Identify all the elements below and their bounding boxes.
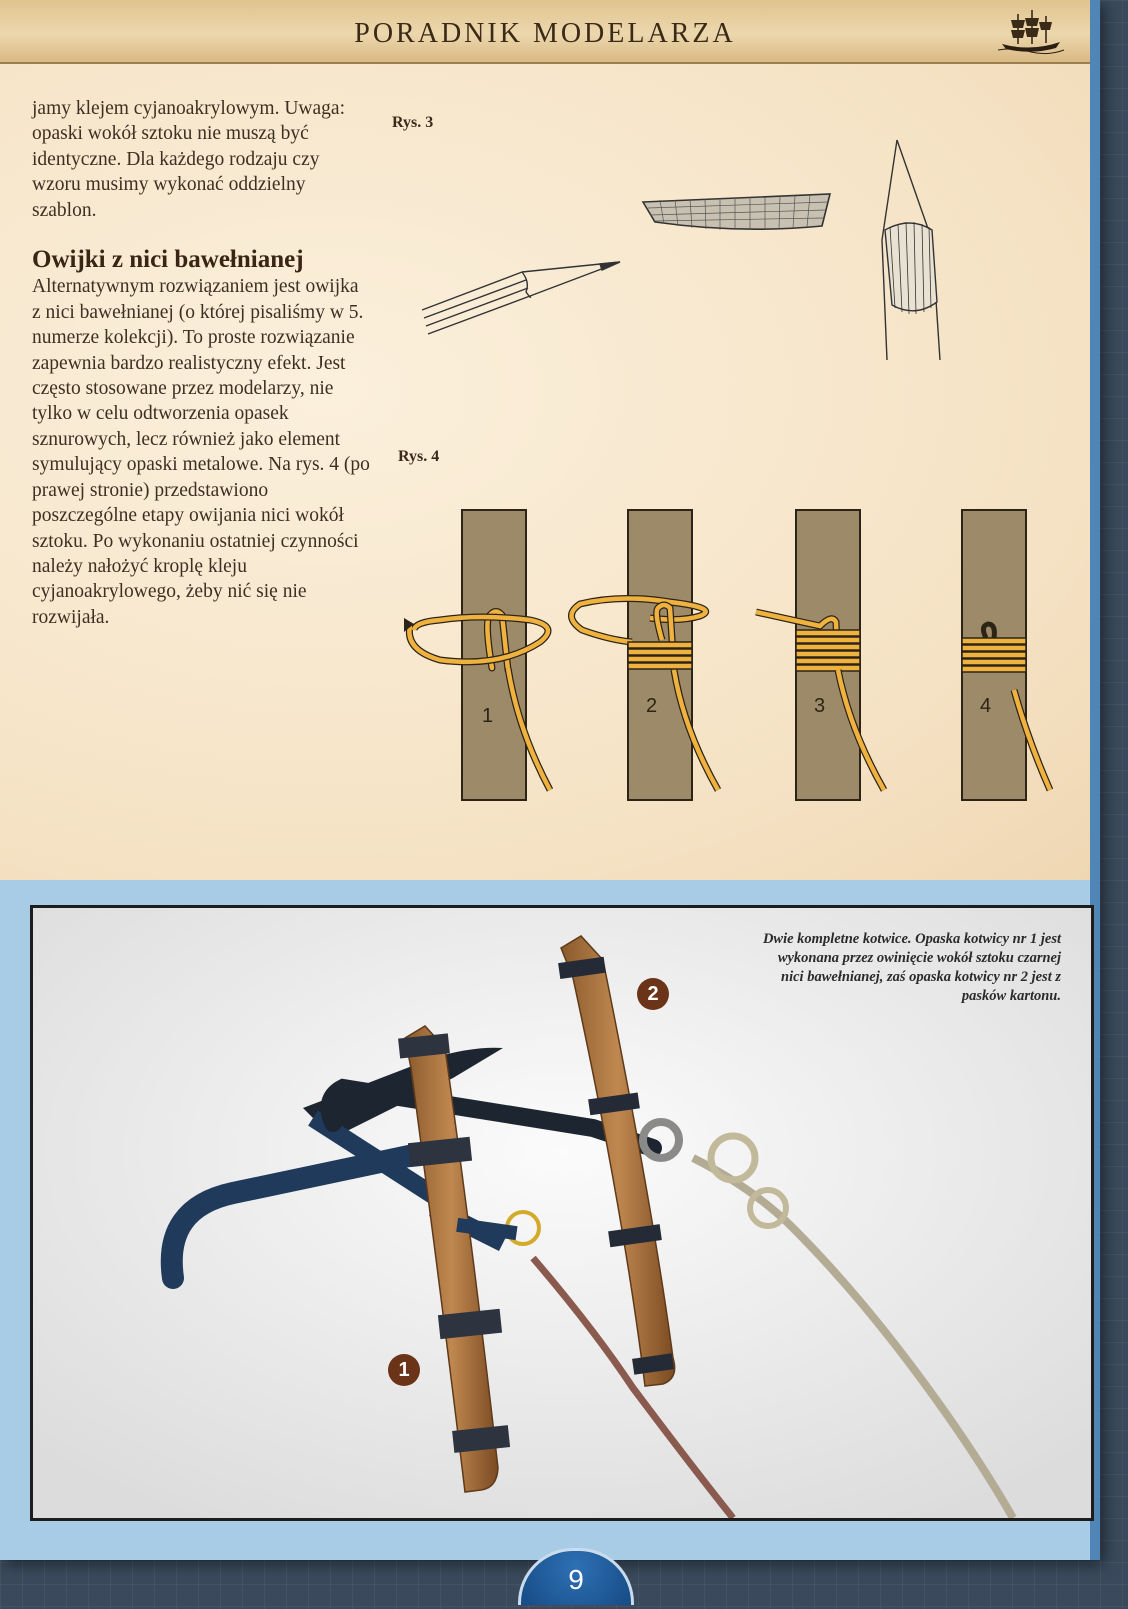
body-text-column [32, 96, 372, 630]
section-heading: Owijki z nici bawełnianej [32, 246, 304, 274]
anchor-2-badge: 2 [637, 978, 669, 1010]
wrap-step-4-number: 4 [980, 695, 992, 717]
wrap-step-1 [404, 510, 550, 800]
figure-3-label: Rys. 3 [392, 114, 434, 131]
figure-4-drawing [400, 490, 1090, 810]
body-paragraph-1: jamy klejem cyjanoakrylowym. Uwaga: opaski wokół sztoku nie muszą być identyczne. Dla każdego rodzaju czy wzoru musimy wykonać oddzielny szablon. [32, 98, 345, 221]
wrap-step-2 [571, 510, 718, 800]
figure-3-drawing [410, 130, 970, 380]
page-header [0, 0, 1090, 64]
figure-4-label: Rys. 4 [398, 448, 440, 465]
photo-caption: Dwie kompletne kotwice. Opaska kotwicy nr 1 jest wykonana przez owinięcie wokół sztoku czarnej nici bawełnianej, zaś opaska kotwicy nr 2 jest z pasków kartonu. [762, 931, 1061, 1004]
anchor-photo [30, 905, 1094, 1521]
wrap-step-2-number: 2 [646, 695, 658, 717]
wrapped-stock-illustration [882, 140, 940, 360]
pencil-illustration [422, 262, 620, 334]
wrap-step-1-number: 1 [482, 705, 494, 727]
anchor-1-badge: 1 [388, 1354, 420, 1386]
paper-band-template [643, 194, 830, 230]
wrap-step-4 [962, 510, 1050, 800]
wrap-step-3-number: 3 [814, 695, 826, 717]
header-title: PORADNIK MODELARZA [354, 18, 736, 49]
body-paragraph-2: Alternatywnym rozwiązaniem jest owijka z nici bawełnianej (o której pisaliśmy w 5. numerze kolekcji). To proste rozwiązanie zapewnia bardzo realistyczny efekt. Jest często stosowane przez modelarzy, nie tylko w celu odtworzenia opasek sznurowych, lecz również jako element symulujący opaski metalowe. Na rys. 4 (po prawej stronie) przedstawiono poszczególne etapy owijania nici wokół sztoku. Po wykonaniu ostatniej czynności należy nałożyć kroplę kleju cyjanoakrylowego, żeby nić się nie rozwijała. [32, 276, 370, 628]
page-number: 9 [518, 1548, 634, 1605]
wrap-step-3 [756, 510, 884, 800]
ship-icon [996, 8, 1066, 56]
